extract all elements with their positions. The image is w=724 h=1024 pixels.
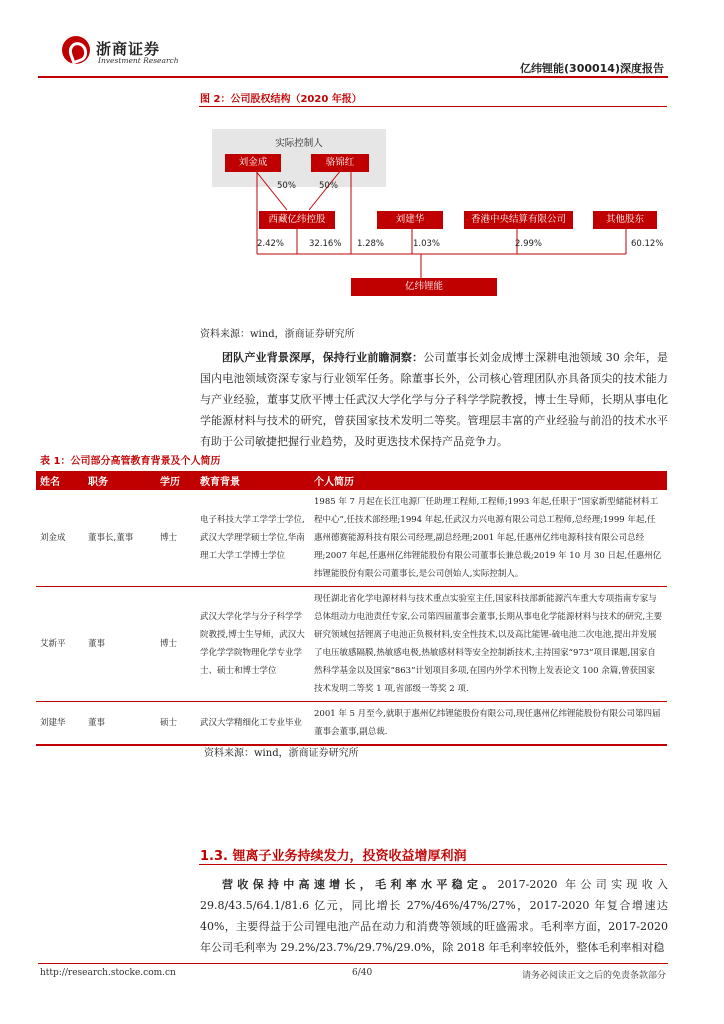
node-liu-jincheng: 刘金成 bbox=[225, 154, 281, 172]
cell-bio: 2001 年 5 月至今,就职于惠州亿纬锂能股份有限公司,现任惠州亿纬锂能股份有限公司第四届董事会董事,副总裁. bbox=[310, 702, 667, 746]
paragraph-team bbox=[200, 347, 668, 452]
cell-bio: 现任湖北省化学电源材料与技术重点实验室主任,国家科技部新能源汽车重大专项指南专家与总体组动力电池责任专家,公司第四届董事会董事,长期从事电化学能源材料与技术的研究,主要研究领域包括锂离子电池正负极材料,安全性技术,以及高比能锂-硫电池二次电池,提出并发展了电压敏感隔膜,热敏感电极,热敏感材料等安全控制新技术,主持国家“973”项目课题,国家自然科学基金以及国家“863”计划项目多项,在国内外学术刊物上发表论文 100 余篇,曾获国家技术发明二等奖 1 项,省部级一等奖 2 项. bbox=[310, 587, 667, 702]
cell-name: 刘金成 bbox=[36, 490, 84, 587]
cell-role: 董事长,董事 bbox=[84, 490, 156, 587]
pct-liu-jianhua: 1.03% bbox=[413, 239, 441, 249]
figure-divider bbox=[199, 106, 667, 107]
cell-name: 艾新平 bbox=[36, 587, 84, 702]
table-header-cell: 学历 bbox=[156, 471, 196, 490]
node-other-shareholders: 其他股东 bbox=[593, 211, 657, 229]
cell-role: 董事 bbox=[84, 702, 156, 746]
footer-disclaimer: 请务必阅读正文之后的免责条款部分 bbox=[521, 971, 666, 981]
figure-title: 图 2：公司股权结构（2020 年报） bbox=[200, 94, 362, 105]
cell-education: 武汉大学化学与分子科学学院教授,博士生导师，武汉大学化学学院物理化学专业学士、硕士和博士学位 bbox=[196, 587, 310, 702]
pct-other: 60.12% bbox=[631, 239, 664, 249]
table-header-row bbox=[36, 471, 667, 490]
footer-url[interactable]: http://research.stocke.com.cn bbox=[40, 968, 176, 978]
node-eve-energy: 亿纬锂能 bbox=[351, 278, 497, 296]
broker-name: 浙商证券 bbox=[96, 40, 161, 58]
pct-luo-direct: 1.28% bbox=[357, 239, 385, 249]
table-header-cell: 教育背景 bbox=[196, 471, 310, 490]
pct-xizang: 32.16% bbox=[309, 239, 342, 249]
cell-education: 武汉大学精细化工专业毕业 bbox=[196, 702, 310, 746]
header-divider bbox=[38, 76, 668, 78]
paragraph-team-text: 公司董事长刘金成博士深耕电池领域 30 余年，是国内电池领域资深专家与行业领军任务。除董事长外，公司核心管理团队亦具备顶尖的技术能力与产业经验，董事艾欣平博士任武汉大学化学与分子科学学院教授，博士生导师，长期从事电化学能源材料与技术的研究，曾获国家技术发明二等奖。管理层丰富的产业经验与前沿的技术水平有助于公司敏捷把握行业趋势，及时更迭技术保持产品竞争力。 bbox=[200, 351, 668, 448]
node-luo-jinhong: 骆锦红 bbox=[311, 154, 369, 172]
paragraph-team-lead: 团队产业背景深厚，保持行业前瞻洞察： bbox=[222, 351, 424, 364]
cell-education: 电子科技大学工学学士学位,武汉大学理学硕士学位,华南理工大学工学博士学位 bbox=[196, 490, 310, 587]
figure-source: 资料来源：wind，浙商证券研究所 bbox=[200, 329, 355, 340]
table-row bbox=[36, 490, 667, 587]
paragraph-revenue bbox=[200, 874, 668, 958]
paragraph-revenue-lead: 营收保持中高速增长，毛利率水平稳定。 bbox=[222, 878, 498, 891]
report-title: 亿纬锂能(300014)深度报告 bbox=[520, 62, 664, 75]
table-header-cell: 个人简历 bbox=[310, 471, 667, 490]
cell-degree: 博士 bbox=[156, 587, 196, 702]
table-row bbox=[36, 587, 667, 702]
table-source: 资料来源：wind，浙商证券研究所 bbox=[204, 748, 359, 759]
table-row bbox=[36, 702, 667, 746]
node-xizang-holding: 西藏亿纬控股 bbox=[259, 211, 335, 229]
pct-luo-to-xizang: 50% bbox=[319, 181, 338, 191]
table-title: 表 1：公司部分高管教育背景及个人简历 bbox=[40, 456, 221, 467]
cell-degree: 硕士 bbox=[156, 702, 196, 746]
management-table bbox=[36, 471, 667, 746]
section-divider bbox=[199, 864, 667, 865]
node-hkscc: 香港中央结算有限公司 bbox=[464, 211, 573, 229]
cell-role: 董事 bbox=[84, 587, 156, 702]
broker-name-en: Investment Research bbox=[98, 56, 179, 65]
section-title: 1.3. 锂离子业务持续发力，投资收益增厚利润 bbox=[200, 849, 467, 864]
table-header-cell: 职务 bbox=[84, 471, 156, 490]
broker-logo-icon bbox=[62, 36, 90, 64]
paragraph-revenue-text: 2017-2020 年公司实现收入 29.8/43.5/64.1/81.6 亿元，同比增长 27%/46%/47%/27%，2017-2020 年复合增速达 40%，主要得益于公司锂电池产品在动力和消费等领域的旺盛需求。毛利率方面，2017-2020 年公司毛利率为 29.2%/23.7%/29.7%/29.0%，除 2018 年毛利率较低外，整体毛利率相对稳 bbox=[200, 878, 669, 954]
ownership-chart bbox=[199, 110, 667, 316]
table-header-cell: 姓名 bbox=[36, 471, 84, 490]
pct-liu-to-xizang: 50% bbox=[277, 181, 296, 191]
footer-divider bbox=[38, 963, 668, 964]
controller-label: 实际控制人 bbox=[275, 138, 323, 149]
cell-degree: 博士 bbox=[156, 490, 196, 587]
cell-bio: 1985 年 7 月起在长江电源厂任助理工程师,工程师;1993 年起,任职于“国家新型储能材料工程中心”,任技术部经理;1994 年起,任武汉力兴电源有限公司总工程师,总经理;1999 年起,任惠州德赛能源科技有限公司经理,副总经理;2001 年起,任惠州亿纬电源科技有限公司总经理;2007 年起,任惠州亿纬锂能股份有限公司董事长兼总裁;2019 年 10 月 30 日起,任惠州亿纬锂能股份有限公司董事长,是公司创始人,实际控制人。 bbox=[310, 490, 667, 587]
node-liu-jianhua: 刘建华 bbox=[377, 211, 443, 229]
pct-liu-direct: 2.42% bbox=[257, 239, 285, 249]
pct-hkscc: 2.99% bbox=[515, 239, 543, 249]
cell-name: 刘建华 bbox=[36, 702, 84, 746]
page-number: 6/40 bbox=[352, 968, 373, 978]
